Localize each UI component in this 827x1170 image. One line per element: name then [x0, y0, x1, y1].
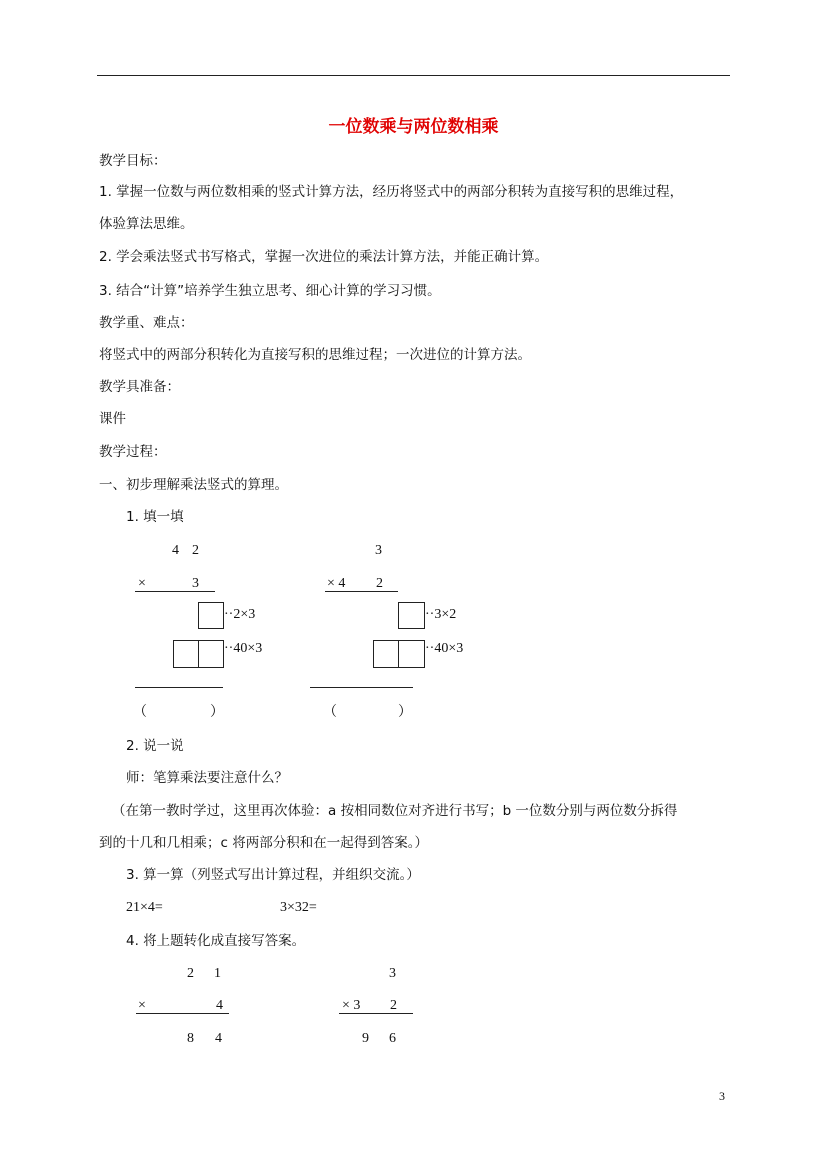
- direct-right-times: × 3: [342, 998, 361, 1013]
- fill-right-box-1[interactable]: [398, 602, 425, 629]
- direct-left-result-2: 4: [215, 1031, 222, 1046]
- step-1-fill: 1. 填一填: [126, 509, 184, 525]
- fill-right-top: 3: [375, 543, 382, 558]
- fill-left-multiplier: 3: [192, 576, 199, 591]
- teacher-question: 师：笔算乘法要注意什么？: [126, 770, 288, 786]
- direct-right-digit-2: 2: [390, 998, 397, 1013]
- fill-left-paren-open: （: [133, 705, 147, 720]
- fill-right-hint-1: ··3×2: [425, 607, 457, 622]
- fill-left-digit-1: 4: [172, 543, 179, 558]
- fill-right-times: × 4: [327, 576, 346, 591]
- tools-text: 课件: [99, 411, 126, 427]
- step-2-say: 2. 说一说: [126, 738, 184, 754]
- direct-left-underline: [136, 1013, 229, 1014]
- goal-1-line-2: 体验算法思维。: [99, 216, 194, 232]
- note-line-1: （在第一教时学过，这里再次体验：a 按相同数位对齐进行书写；b 一位数分别与两位数分拆得: [112, 803, 678, 819]
- fill-right-digit-2: 2: [376, 576, 383, 591]
- direct-left-digit-1: 2: [187, 966, 194, 981]
- fill-left-underline-2: [135, 687, 223, 688]
- fill-left-box-2b[interactable]: [198, 640, 224, 668]
- calc-expression-1: 21×4=: [126, 900, 163, 915]
- direct-left-multiplier: 4: [216, 998, 223, 1013]
- fill-right-paren-open: （: [323, 705, 337, 720]
- goal-3: 3. 结合“计算”培养学生独立思考、细心计算的学习习惯。: [99, 283, 441, 299]
- fill-right-underline-2: [310, 687, 413, 688]
- direct-right-result-1: 9: [362, 1031, 369, 1046]
- fill-left-times-sign: ×: [138, 576, 146, 591]
- fill-right-hint-2: ··40×3: [425, 641, 464, 656]
- direct-right-underline: [339, 1013, 413, 1014]
- tools-heading: 教学具准备：: [99, 379, 180, 395]
- fill-right-box-2b[interactable]: [398, 640, 425, 668]
- calc-expression-2: 3×32=: [280, 900, 317, 915]
- fill-left-box-1[interactable]: [198, 602, 224, 629]
- direct-left-times-sign: ×: [138, 998, 146, 1013]
- header-rule: [97, 75, 730, 76]
- fill-left-hint-1: ··2×3: [224, 607, 256, 622]
- key-points-text: 将竖式中的两部分积转化为直接写积的思维过程；一次进位的计算方法。: [99, 347, 531, 363]
- note-line-2: 到的十几和几相乘；c 将两部分积和在一起得到答案。）: [99, 835, 428, 851]
- fill-right-underline-1: [325, 591, 398, 592]
- fill-right-paren-close: ）: [398, 705, 412, 720]
- direct-left-digit-2: 1: [214, 966, 221, 981]
- part-1-heading: 一、初步理解乘法竖式的算理。: [99, 477, 288, 493]
- fill-left-digit-2: 2: [192, 543, 199, 558]
- page-title: 一位数乘与两位数相乘: [328, 117, 499, 137]
- key-points-heading: 教学重、难点：: [99, 315, 194, 331]
- fill-left-paren-close: ）: [210, 705, 224, 720]
- fill-left-hint-2: ··40×3: [224, 641, 263, 656]
- fill-left-box-2a[interactable]: [173, 640, 199, 668]
- goals-heading: 教学目标：: [99, 153, 167, 169]
- direct-right-top: 3: [389, 966, 396, 981]
- goal-1-line-1: 1. 掌握一位数与两位数相乘的竖式计算方法，经历将竖式中的两部分积转为直接写积的思维过程，: [99, 184, 684, 200]
- direct-right-result-2: 6: [389, 1031, 396, 1046]
- step-3-calc: 3. 算一算（列竖式写出计算过程，并组织交流。）: [126, 867, 420, 883]
- page-number: 3: [719, 1089, 725, 1103]
- direct-left-result-1: 8: [187, 1031, 194, 1046]
- goal-2: 2. 学会乘法竖式书写格式，掌握一次进位的乘法计算方法，并能正确计算。: [99, 249, 549, 265]
- step-4-direct: 4. 将上题转化成直接写答案。: [126, 933, 306, 949]
- fill-right-box-2a[interactable]: [373, 640, 399, 668]
- fill-left-underline-1: [135, 591, 215, 592]
- process-heading: 教学过程：: [99, 444, 167, 460]
